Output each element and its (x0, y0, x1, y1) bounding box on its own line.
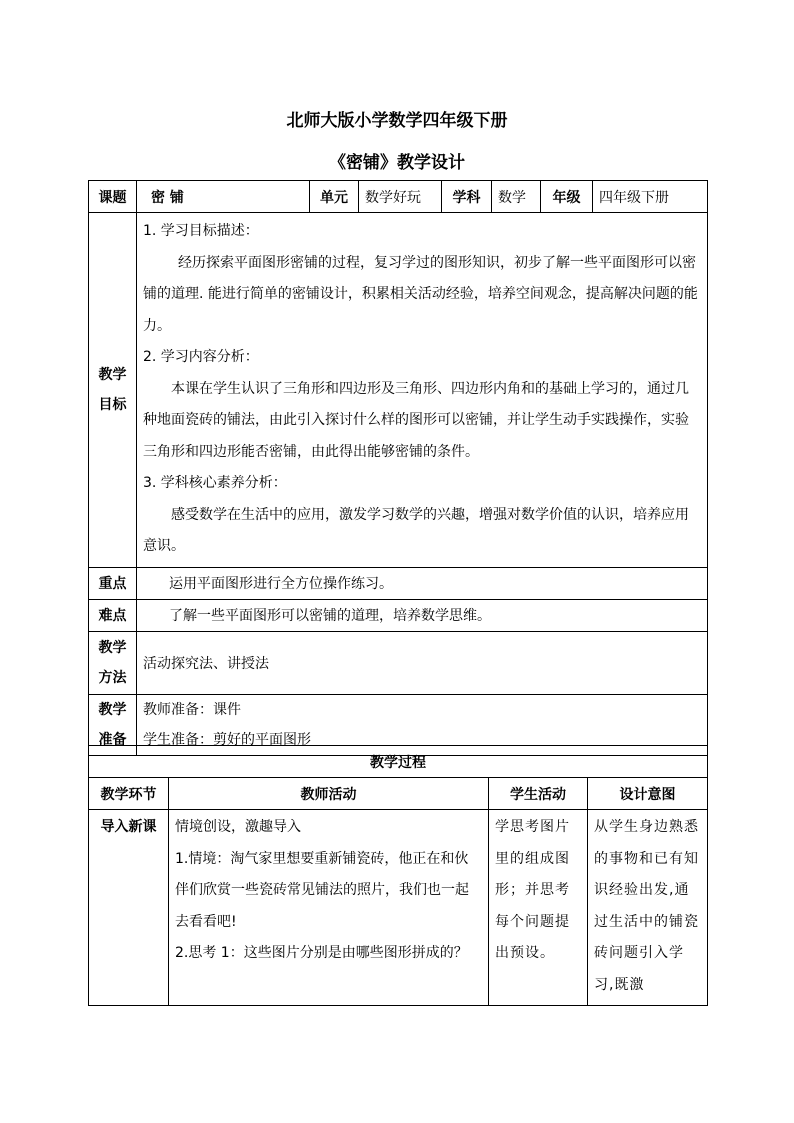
preparation-teacher: 教师准备：课件 (143, 701, 241, 718)
objective-paragraph-1: 经历探索平面图形密铺的过程，复习学过的图形知识，初步了解一些平面图形可以密铺的道理. 能进行简单的密铺设计，积累相关活动经验，培养空间观念，提高解决问题的能力。 (143, 254, 698, 334)
objective-heading-2: 2. 学习内容分析： (143, 349, 259, 365)
method-value: 活动探究法、讲授法 (137, 631, 708, 694)
teacher-activity-line-3: 2.思考 1：这些图片分别是由哪些图形拼成的？ (175, 945, 468, 961)
subject-value: 数学 (492, 181, 541, 213)
key-point-label: 重点 (89, 567, 137, 599)
difficulty-value: 了解一些平面图形可以密铺的道理，培养数学思维。 (137, 599, 708, 631)
teacher-activity-intro (169, 810, 489, 1006)
teaching-process-table (88, 745, 708, 1006)
grade-label: 年级 (541, 181, 593, 213)
key-point-value: 运用平面图形进行全方位操作练习。 (137, 567, 708, 599)
teacher-activity-line-1: 情境创设，激趣导入 (175, 819, 301, 835)
header-stage: 教学环节 (89, 778, 169, 810)
objectives-label-line1: 教学 (98, 366, 127, 383)
design-intent-intro: 从学生身边熟悉的事物和已有知识经验出发,通过生活中的铺瓷砖问题引入学习,既激 (588, 810, 708, 1006)
objective-heading-3: 3. 学科核心素养分析： (143, 475, 287, 491)
method-label (89, 631, 137, 694)
objectives-label (89, 213, 137, 568)
objective-paragraph-2: 本课在学生认识了三角形和四边形及三角形、四边形内角和的基础上学习的，通过几种地面瓷砖的铺法，由此引入探讨什么样的图形可以密铺，并让学生动手实践操作，实验三角形和四边形能否密铺，由此得出能够密铺的条件。 (143, 380, 689, 460)
header-teacher-activity: 教师活动 (169, 778, 489, 810)
process-title: 教学过程 (89, 746, 708, 778)
preparation-label-line2: 准备 (98, 731, 127, 748)
objectives-content (137, 213, 708, 568)
grade-value: 四年级下册 (593, 181, 708, 213)
unit-label: 单元 (310, 181, 359, 213)
stage-intro: 导入新课 (89, 810, 169, 1006)
objectives-label-line2: 目标 (98, 396, 127, 413)
objective-heading-1: 1. 学习目标描述： (143, 223, 259, 239)
header-design-intent: 设计意图 (588, 778, 708, 810)
header-student-activity: 学生活动 (489, 778, 588, 810)
method-label-line2: 方法 (98, 669, 127, 686)
difficulty-label: 难点 (89, 599, 137, 631)
preparation-label-line1: 教学 (98, 701, 127, 718)
lesson-info-table (88, 180, 708, 756)
document-title: 北师大版小学数学四年级下册 (286, 111, 508, 131)
topic-value: 密 铺 (137, 181, 310, 213)
unit-value: 数学好玩 (359, 181, 442, 213)
objective-paragraph-3: 感受数学在生活中的应用，激发学习数学的兴趣，增强对数学价值的认识，培养应用意识。 (143, 506, 689, 554)
topic-label: 课题 (89, 181, 137, 213)
method-label-line1: 教学 (98, 639, 127, 656)
student-activity-intro: 学思考图片里的组成图形；并思考每个问题提出预设。 (489, 810, 588, 1006)
subject-label: 学科 (442, 181, 492, 213)
teacher-activity-line-2: 1.情境：淘气家里想要重新铺瓷砖，他正在和伙伴们欣赏一些瓷砖常见铺法的照片，我们也一起去看看吧! (175, 850, 469, 930)
preparation-student: 学生准备：剪好的平面图形 (143, 731, 311, 748)
document-subtitle: 《密铺》教学设计 (329, 153, 465, 173)
